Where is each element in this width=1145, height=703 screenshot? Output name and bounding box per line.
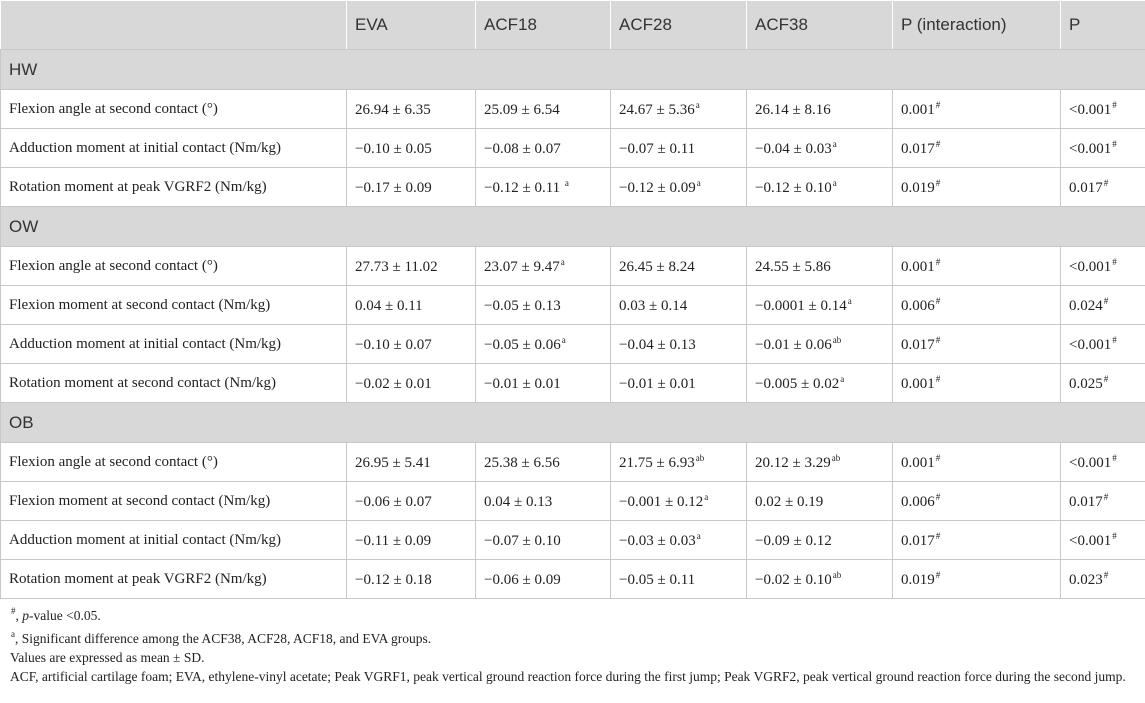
value-cell <box>476 325 611 364</box>
cell-superscript: # <box>935 256 941 267</box>
cell-superscript: # <box>935 530 941 541</box>
value-cell <box>347 90 476 129</box>
cell-value: −0.12 ± 0.18 <box>355 571 432 588</box>
value-cell <box>893 129 1061 168</box>
table-row <box>1 247 1145 286</box>
row-label: Rotation moment at second contact (Nm/kg) <box>1 364 347 403</box>
table-row <box>1 286 1145 325</box>
cell-superscript: # <box>1112 334 1117 345</box>
value-cell <box>476 286 611 325</box>
cell-value: 0.001 <box>901 375 935 392</box>
cell-value: 0.017 <box>901 532 935 549</box>
cell-superscript: a <box>832 177 837 188</box>
cell-superscript: # <box>1112 256 1117 267</box>
cell-value: 0.04 ± 0.13 <box>484 493 553 510</box>
value-cell <box>747 364 893 403</box>
row-label: Rotation moment at peak VGRF2 (Nm/kg) <box>1 560 347 599</box>
footnote-mark: # <box>11 606 16 616</box>
value-cell <box>893 364 1061 403</box>
header-cell: P (interaction) <box>893 1 1061 50</box>
value-cell <box>476 129 611 168</box>
row-label: Adduction moment at initial contact (Nm/kg) <box>1 129 347 168</box>
cell-value: <0.001 <box>1069 454 1112 471</box>
value-cell <box>347 129 476 168</box>
value-cell <box>1061 129 1145 168</box>
cell-value: <0.001 <box>1069 532 1112 549</box>
cell-value: 0.017 <box>901 336 935 353</box>
cell-value: −0.01 ± 0.01 <box>619 375 696 392</box>
table-row <box>1 521 1145 560</box>
cell-superscript: ab <box>695 452 705 463</box>
cell-superscript: # <box>935 177 941 188</box>
value-cell <box>347 482 476 521</box>
cell-superscript: # <box>935 452 941 463</box>
cell-value: −0.06 ± 0.07 <box>355 493 432 510</box>
value-cell <box>1061 521 1145 560</box>
cell-value: −0.02 ± 0.10 <box>755 571 832 588</box>
value-cell <box>611 286 747 325</box>
cell-value: 0.023 <box>1069 571 1103 588</box>
cell-value: −0.05 ± 0.13 <box>484 297 561 314</box>
value-cell <box>747 443 893 482</box>
cell-superscript: # <box>935 99 941 110</box>
cell-value: −0.03 ± 0.03 <box>619 532 696 549</box>
footnote-text: , Significant difference among the ACF38, ACF28, ACF18, and EVA groups. <box>15 631 432 646</box>
footnote-significance <box>10 602 1135 625</box>
table-row <box>1 325 1145 364</box>
value-cell <box>476 90 611 129</box>
footnote-group-difference <box>10 625 1135 648</box>
cell-value: −0.04 ± 0.13 <box>619 336 696 353</box>
footnote-sep: , <box>15 608 23 623</box>
cell-value: <0.001 <box>1069 101 1112 118</box>
cell-value: −0.12 ± 0.11 <box>484 179 564 196</box>
cell-superscript: ab <box>832 569 842 580</box>
value-cell <box>611 168 747 207</box>
cell-superscript: # <box>1112 99 1117 110</box>
cell-value: −0.17 ± 0.09 <box>355 179 432 196</box>
cell-value: 0.017 <box>1069 493 1103 510</box>
footnote-mark: a <box>11 629 15 639</box>
cell-value: −0.01 ± 0.01 <box>484 375 561 392</box>
value-cell <box>893 482 1061 521</box>
value-cell <box>347 560 476 599</box>
group-row <box>1 403 1145 443</box>
value-cell <box>893 521 1061 560</box>
footnote-abbreviations: ACF, artificial cartilage foam; EVA, ethylene-vinyl acetate; Peak VGRF1, peak vertical ground reaction force during the first jump; Peak VGRF2, peak vertical ground reaction force during the second jump. <box>10 669 1126 684</box>
value-cell <box>611 521 747 560</box>
value-cell <box>747 90 893 129</box>
value-cell <box>1061 247 1145 286</box>
cell-value: 24.67 ± 5.36 <box>619 101 695 118</box>
header-cell: ACF38 <box>747 1 893 50</box>
cell-value: −0.04 ± 0.03 <box>755 140 832 157</box>
value-cell <box>347 364 476 403</box>
table-row <box>1 482 1145 521</box>
table-footnotes <box>10 602 1135 686</box>
header-row <box>1 1 1145 50</box>
cell-value: 0.019 <box>901 571 935 588</box>
value-cell <box>747 247 893 286</box>
cell-superscript: a <box>560 256 565 267</box>
table-header <box>1 1 1145 50</box>
cell-superscript: a <box>564 177 569 188</box>
footnote-p: p <box>22 608 29 623</box>
value-cell <box>747 129 893 168</box>
cell-value: −0.10 ± 0.05 <box>355 140 432 157</box>
cell-value: −0.09 ± 0.12 <box>755 532 832 549</box>
cell-value: 0.025 <box>1069 375 1103 392</box>
cell-value: −0.07 ± 0.11 <box>619 140 696 157</box>
cell-value: −0.12 ± 0.09 <box>619 179 696 196</box>
value-cell <box>347 325 476 364</box>
cell-superscript: # <box>1103 177 1109 188</box>
cell-value: −0.05 ± 0.06 <box>484 336 561 353</box>
cell-value: 25.38 ± 6.56 <box>484 454 560 471</box>
cell-value: 26.14 ± 8.16 <box>755 101 831 118</box>
value-cell <box>476 168 611 207</box>
cell-value: 0.017 <box>901 140 935 157</box>
value-cell <box>747 521 893 560</box>
cell-superscript: # <box>1103 373 1109 384</box>
value-cell <box>611 325 747 364</box>
table-row <box>1 560 1145 599</box>
row-label: Flexion moment at second contact (Nm/kg) <box>1 286 347 325</box>
value-cell <box>1061 168 1145 207</box>
cell-superscript: a <box>840 373 845 384</box>
cell-superscript: # <box>1103 569 1109 580</box>
cell-superscript: # <box>935 334 941 345</box>
cell-superscript: ab <box>831 452 841 463</box>
header-cell: ACF28 <box>611 1 747 50</box>
cell-superscript: # <box>935 295 941 306</box>
cell-superscript: # <box>1103 295 1109 306</box>
value-cell <box>611 364 747 403</box>
value-cell <box>476 560 611 599</box>
value-cell <box>893 560 1061 599</box>
row-label: Adduction moment at initial contact (Nm/kg) <box>1 325 347 364</box>
value-cell <box>347 168 476 207</box>
cell-superscript: # <box>935 373 941 384</box>
row-label: Rotation moment at peak VGRF2 (Nm/kg) <box>1 168 347 207</box>
cell-value: <0.001 <box>1069 336 1112 353</box>
table-body <box>1 50 1145 599</box>
value-cell <box>1061 482 1145 521</box>
cell-value: 0.001 <box>901 258 935 275</box>
value-cell <box>893 286 1061 325</box>
cell-value: −0.07 ± 0.10 <box>484 532 561 549</box>
value-cell <box>611 560 747 599</box>
cell-superscript: # <box>1112 452 1117 463</box>
table-row <box>1 443 1145 482</box>
header-cell: P <box>1061 1 1145 50</box>
table-row <box>1 168 1145 207</box>
cell-value: 26.95 ± 5.41 <box>355 454 431 471</box>
group-label: OB <box>1 403 1145 443</box>
value-cell <box>347 286 476 325</box>
group-row <box>1 50 1145 90</box>
group-label: HW <box>1 50 1145 90</box>
cell-value: −0.06 ± 0.09 <box>484 571 561 588</box>
cell-value: 23.07 ± 9.47 <box>484 258 560 275</box>
cell-value: −0.001 ± 0.12 <box>619 493 704 510</box>
cell-value: 0.001 <box>901 454 935 471</box>
cell-value: −0.12 ± 0.10 <box>755 179 832 196</box>
cell-value: −0.02 ± 0.01 <box>355 375 432 392</box>
value-cell <box>347 521 476 560</box>
footnote-values: Values are expressed as mean ± SD. <box>10 650 205 665</box>
cell-value: −0.0001 ± 0.14 <box>755 297 847 314</box>
value-cell <box>747 482 893 521</box>
value-cell <box>893 325 1061 364</box>
cell-value: 21.75 ± 6.93 <box>619 454 695 471</box>
header-cell: EVA <box>347 1 476 50</box>
cell-superscript: a <box>704 491 709 502</box>
cell-value: 20.12 ± 3.29 <box>755 454 831 471</box>
table-row <box>1 129 1145 168</box>
cell-superscript: # <box>1112 530 1117 541</box>
cell-superscript: # <box>935 491 941 502</box>
value-cell <box>1061 286 1145 325</box>
value-cell <box>347 443 476 482</box>
cell-value: <0.001 <box>1069 258 1112 275</box>
cell-value: 0.001 <box>901 101 935 118</box>
cell-superscript: ab <box>832 334 842 345</box>
value-cell <box>476 247 611 286</box>
row-label: Adduction moment at initial contact (Nm/kg) <box>1 521 347 560</box>
cell-superscript: a <box>696 177 701 188</box>
value-cell <box>1061 443 1145 482</box>
cell-superscript: # <box>935 138 941 149</box>
cell-superscript: a <box>847 295 852 306</box>
cell-value: 0.006 <box>901 493 935 510</box>
value-cell <box>1061 364 1145 403</box>
value-cell <box>893 247 1061 286</box>
value-cell <box>893 90 1061 129</box>
cell-superscript: # <box>1112 138 1117 149</box>
cell-value: 0.03 ± 0.14 <box>619 297 688 314</box>
value-cell <box>747 286 893 325</box>
cell-superscript: a <box>561 334 566 345</box>
cell-superscript: a <box>695 99 700 110</box>
cell-value: −0.08 ± 0.07 <box>484 140 561 157</box>
value-cell <box>476 443 611 482</box>
cell-value: −0.01 ± 0.06 <box>755 336 832 353</box>
value-cell <box>476 364 611 403</box>
value-cell <box>1061 560 1145 599</box>
value-cell <box>1061 90 1145 129</box>
row-label: Flexion angle at second contact (°) <box>1 90 347 129</box>
value-cell <box>893 168 1061 207</box>
value-cell <box>611 90 747 129</box>
value-cell <box>611 482 747 521</box>
header-cell <box>1 1 347 50</box>
row-label: Flexion angle at second contact (°) <box>1 247 347 286</box>
cell-value: −0.11 ± 0.09 <box>355 532 432 549</box>
value-cell <box>347 247 476 286</box>
value-cell <box>747 168 893 207</box>
table-row <box>1 90 1145 129</box>
cell-value: −0.005 ± 0.02 <box>755 375 840 392</box>
cell-value: 0.024 <box>1069 297 1103 314</box>
row-label: Flexion moment at second contact (Nm/kg) <box>1 482 347 521</box>
header-cell: ACF18 <box>476 1 611 50</box>
row-label: Flexion angle at second contact (°) <box>1 443 347 482</box>
value-cell <box>893 443 1061 482</box>
cell-superscript: a <box>832 138 837 149</box>
cell-value: 0.017 <box>1069 179 1103 196</box>
value-cell <box>476 482 611 521</box>
cell-value: 26.45 ± 8.24 <box>619 258 695 275</box>
value-cell <box>611 443 747 482</box>
value-cell <box>611 247 747 286</box>
footnote-text: -value <0.05. <box>29 608 101 623</box>
group-label: OW <box>1 207 1145 247</box>
cell-value: 27.73 ± 11.02 <box>355 258 438 275</box>
cell-superscript: # <box>1103 491 1109 502</box>
group-row <box>1 207 1145 247</box>
cell-value: 0.006 <box>901 297 935 314</box>
table-row <box>1 364 1145 403</box>
cell-value: 0.04 ± 0.11 <box>355 297 423 314</box>
cell-value: 0.019 <box>901 179 935 196</box>
value-cell <box>611 129 747 168</box>
cell-value: 26.94 ± 6.35 <box>355 101 431 118</box>
cell-value: 24.55 ± 5.86 <box>755 258 831 275</box>
cell-superscript: a <box>696 530 701 541</box>
value-cell <box>747 560 893 599</box>
cell-value: −0.10 ± 0.07 <box>355 336 432 353</box>
cell-superscript: # <box>935 569 941 580</box>
cell-value: 25.09 ± 6.54 <box>484 101 560 118</box>
cell-value: −0.05 ± 0.11 <box>619 571 696 588</box>
value-cell <box>476 521 611 560</box>
value-cell <box>1061 325 1145 364</box>
value-cell <box>747 325 893 364</box>
cell-value: 0.02 ± 0.19 <box>755 493 824 510</box>
cell-value: <0.001 <box>1069 140 1112 157</box>
